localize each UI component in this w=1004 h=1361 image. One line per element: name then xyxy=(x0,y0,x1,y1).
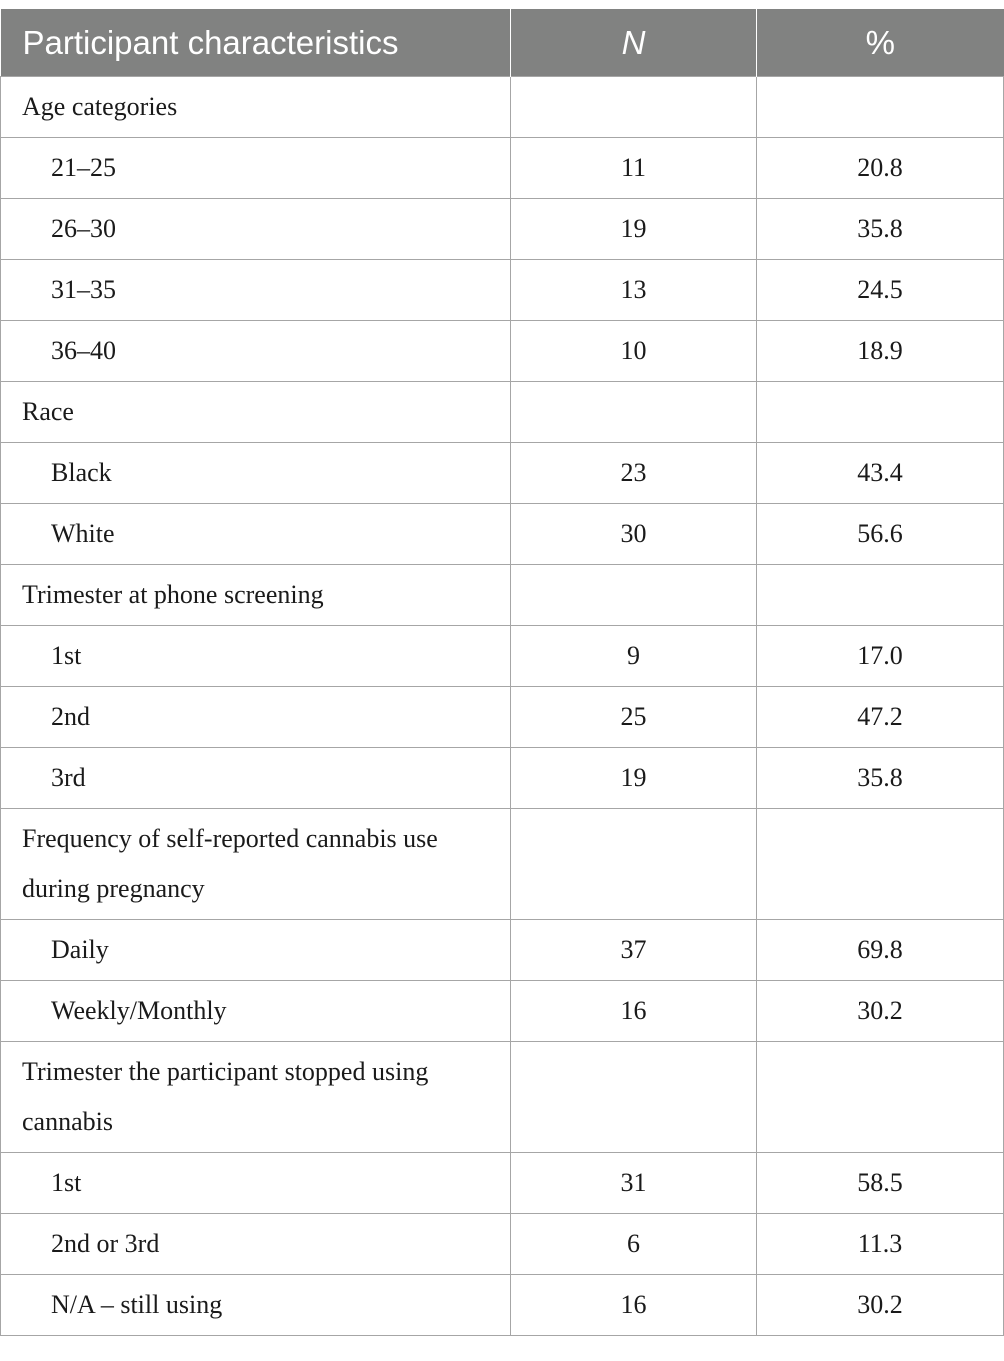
row-percent: 58.5 xyxy=(757,1153,1004,1214)
table-row xyxy=(1,748,1004,809)
table-row xyxy=(1,1153,1004,1214)
table-header xyxy=(1,9,1004,77)
row-percent xyxy=(757,1042,1004,1153)
row-percent: 43.4 xyxy=(757,443,1004,504)
row-label: 3rd xyxy=(1,748,511,809)
row-n: 9 xyxy=(511,626,757,687)
row-n: 19 xyxy=(511,748,757,809)
row-percent: 18.9 xyxy=(757,321,1004,382)
row-percent xyxy=(757,565,1004,626)
row-n xyxy=(511,1042,757,1153)
row-n xyxy=(511,565,757,626)
row-label: 1st xyxy=(1,626,511,687)
table-row xyxy=(1,1042,1004,1153)
row-n xyxy=(511,809,757,920)
row-percent: 30.2 xyxy=(757,1275,1004,1336)
row-n: 25 xyxy=(511,687,757,748)
table-row xyxy=(1,443,1004,504)
row-percent: 11.3 xyxy=(757,1214,1004,1275)
table-row xyxy=(1,920,1004,981)
row-label: N/A – still using xyxy=(1,1275,511,1336)
row-n: 11 xyxy=(511,138,757,199)
table-row xyxy=(1,260,1004,321)
table-row xyxy=(1,1275,1004,1336)
row-label: Daily xyxy=(1,920,511,981)
row-n: 16 xyxy=(511,981,757,1042)
row-n: 13 xyxy=(511,260,757,321)
row-n: 31 xyxy=(511,1153,757,1214)
row-label: Age categories xyxy=(1,77,511,138)
row-label: 21–25 xyxy=(1,138,511,199)
row-label: 26–30 xyxy=(1,199,511,260)
row-n: 16 xyxy=(511,1275,757,1336)
header-percent: % xyxy=(757,9,1004,77)
table-row xyxy=(1,199,1004,260)
header-n: N xyxy=(511,9,757,77)
row-label: White xyxy=(1,504,511,565)
row-label: 1st xyxy=(1,1153,511,1214)
table-row xyxy=(1,809,1004,920)
row-n: 19 xyxy=(511,199,757,260)
row-label: Trimester the participant stopped using cannabis xyxy=(1,1042,511,1153)
row-percent: 35.8 xyxy=(757,199,1004,260)
row-percent: 47.2 xyxy=(757,687,1004,748)
row-n xyxy=(511,382,757,443)
table-row xyxy=(1,382,1004,443)
table-row xyxy=(1,321,1004,382)
row-label: 31–35 xyxy=(1,260,511,321)
row-percent: 17.0 xyxy=(757,626,1004,687)
row-percent: 35.8 xyxy=(757,748,1004,809)
row-n: 37 xyxy=(511,920,757,981)
table-row xyxy=(1,687,1004,748)
row-label: 36–40 xyxy=(1,321,511,382)
row-label: Black xyxy=(1,443,511,504)
table-body xyxy=(1,77,1004,1336)
row-n xyxy=(511,77,757,138)
header-characteristic: Participant characteristics xyxy=(1,9,511,77)
participant-characteristics-table xyxy=(0,9,1004,1336)
row-percent xyxy=(757,809,1004,920)
table-row xyxy=(1,1214,1004,1275)
table-row xyxy=(1,138,1004,199)
table-row xyxy=(1,77,1004,138)
row-label: Frequency of self-reported cannabis use during pregnancy xyxy=(1,809,511,920)
row-n: 23 xyxy=(511,443,757,504)
row-percent: 24.5 xyxy=(757,260,1004,321)
row-label: Trimester at phone screening xyxy=(1,565,511,626)
table-row xyxy=(1,626,1004,687)
row-label: 2nd or 3rd xyxy=(1,1214,511,1275)
row-percent: 30.2 xyxy=(757,981,1004,1042)
header-row xyxy=(1,9,1004,77)
row-percent: 56.6 xyxy=(757,504,1004,565)
row-percent: 69.8 xyxy=(757,920,1004,981)
table-row xyxy=(1,565,1004,626)
row-n: 10 xyxy=(511,321,757,382)
table-row xyxy=(1,504,1004,565)
row-percent xyxy=(757,382,1004,443)
row-percent: 20.8 xyxy=(757,138,1004,199)
row-label: 2nd xyxy=(1,687,511,748)
row-label: Weekly/Monthly xyxy=(1,981,511,1042)
row-n: 30 xyxy=(511,504,757,565)
row-label: Race xyxy=(1,382,511,443)
table-row xyxy=(1,981,1004,1042)
row-percent xyxy=(757,77,1004,138)
row-n: 6 xyxy=(511,1214,757,1275)
